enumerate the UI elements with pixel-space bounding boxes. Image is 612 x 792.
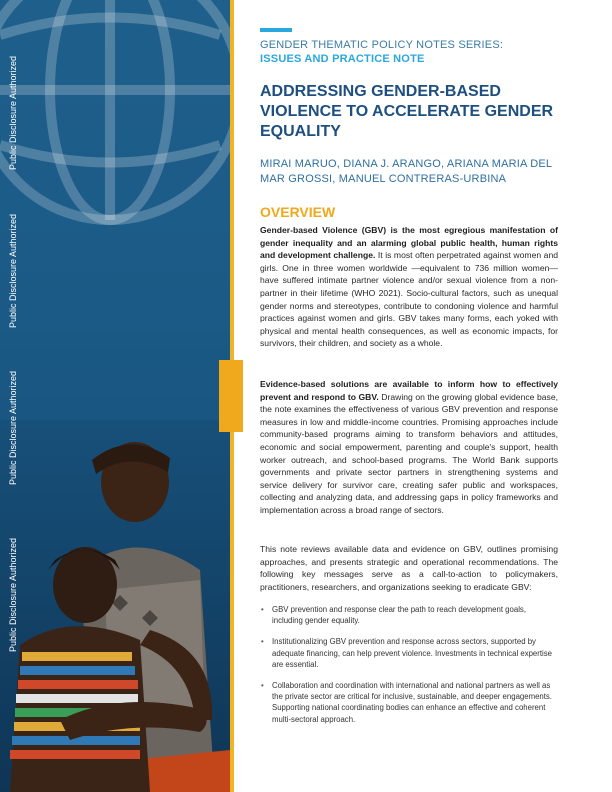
paragraph-1-text: It is most often perpetrated against women and girls. One in three women worldwide —equivalent to 736 million women— have suffered intimate partner violence and/or sexual violence from a non-partner in their lifetime (WHO 2021). Socio-cultural factors, such as unequal gender norms and stereotypes, contribute to condoning violence and harmful practices against women and girls. GBV takes many forms, each yoked with physical and mental health consequences, as well as economic impacts, for survivors, their children, and society as a whole. bbox=[260, 250, 559, 349]
disclosure-label: Public Disclosure Authorized bbox=[8, 55, 18, 170]
paragraph-2-lead: Evidence-based solutions are available to inform how to effectively prevent and respond to GBV. bbox=[260, 379, 558, 402]
series-accent-bar bbox=[260, 28, 292, 32]
paragraph-2 bbox=[260, 378, 558, 517]
cover-sidebar bbox=[0, 0, 230, 792]
key-messages-list bbox=[260, 604, 558, 735]
two-women-embracing-photo bbox=[0, 420, 230, 792]
subseries-label: ISSUES AND PRACTICE NOTE bbox=[260, 53, 425, 65]
list-item: • Collaboration and coordination with international and national partners as well as the private sector are critical for inclusive, sustainable, and deeper engagements. Supporting national coordinating bodies can enhance an effective and coherent multi-sectoral approach. bbox=[260, 680, 558, 725]
disclosure-label: Public Disclosure Authorized bbox=[8, 370, 18, 485]
paragraph-1 bbox=[260, 224, 558, 350]
disclosure-label: Public Disclosure Authorized bbox=[8, 213, 18, 328]
list-item: • Institutionalizing GBV prevention and response across sectors, supported by adequate financing, can help prevent violence. Investments in technical expertise are essential. bbox=[260, 636, 558, 670]
paragraph-3: This note reviews available data and evidence on GBV, outlines promising approaches, and presents strategic and operational recommendations. The following key messages serve as a call-to-action to policymakers, practitioners, researchers, and organizations seeking to eradicate GBV: bbox=[260, 544, 558, 592]
world-bank-globe-icon bbox=[0, 0, 230, 240]
document-title: ADDRESSING GENDER-BASED VIOLENCE TO ACCELERATE GENDER EQUALITY bbox=[260, 83, 554, 140]
series-label: GENDER THEMATIC POLICY NOTES SERIES: bbox=[260, 39, 504, 51]
series-heading bbox=[260, 38, 560, 66]
list-item: • GBV prevention and response clear the path to reach development goals, including gender equality. bbox=[260, 604, 558, 626]
disclosure-label: Public Disclosure Authorized bbox=[8, 537, 18, 652]
paragraph-2-text: Drawing on the growing global evidence base, the note examines the effectiveness of various GBV prevention and response measures in low and middle-income countries. Promising approaches include community-based programs aiming to transform behaviors and attitudes, economic and social empowerment, parenting and couple's support, health worker outreach, and school-based programs. The World Bank supports governments and private sector partners in strengthening systems and service delivery for survivor care, creating safer public and workspaces, collecting and analyzing data, and addressing gaps in policy frameworks and implementation across a broad range of sectors. bbox=[260, 391, 558, 515]
paragraph-1-lead: Gender-based Violence (GBV) is the most egregious manifestation of gender inequality and an alarming global public health, human rights and development challenge. bbox=[260, 225, 558, 261]
gold-tab-marker bbox=[219, 360, 243, 432]
overview-heading: OVERVIEW bbox=[260, 204, 336, 220]
authors-line: MIRAI MARUO, DIANA J. ARANGO, ARIANA MARIA DEL MAR GROSSI, MANUEL CONTRERAS-URBINA bbox=[260, 158, 552, 185]
